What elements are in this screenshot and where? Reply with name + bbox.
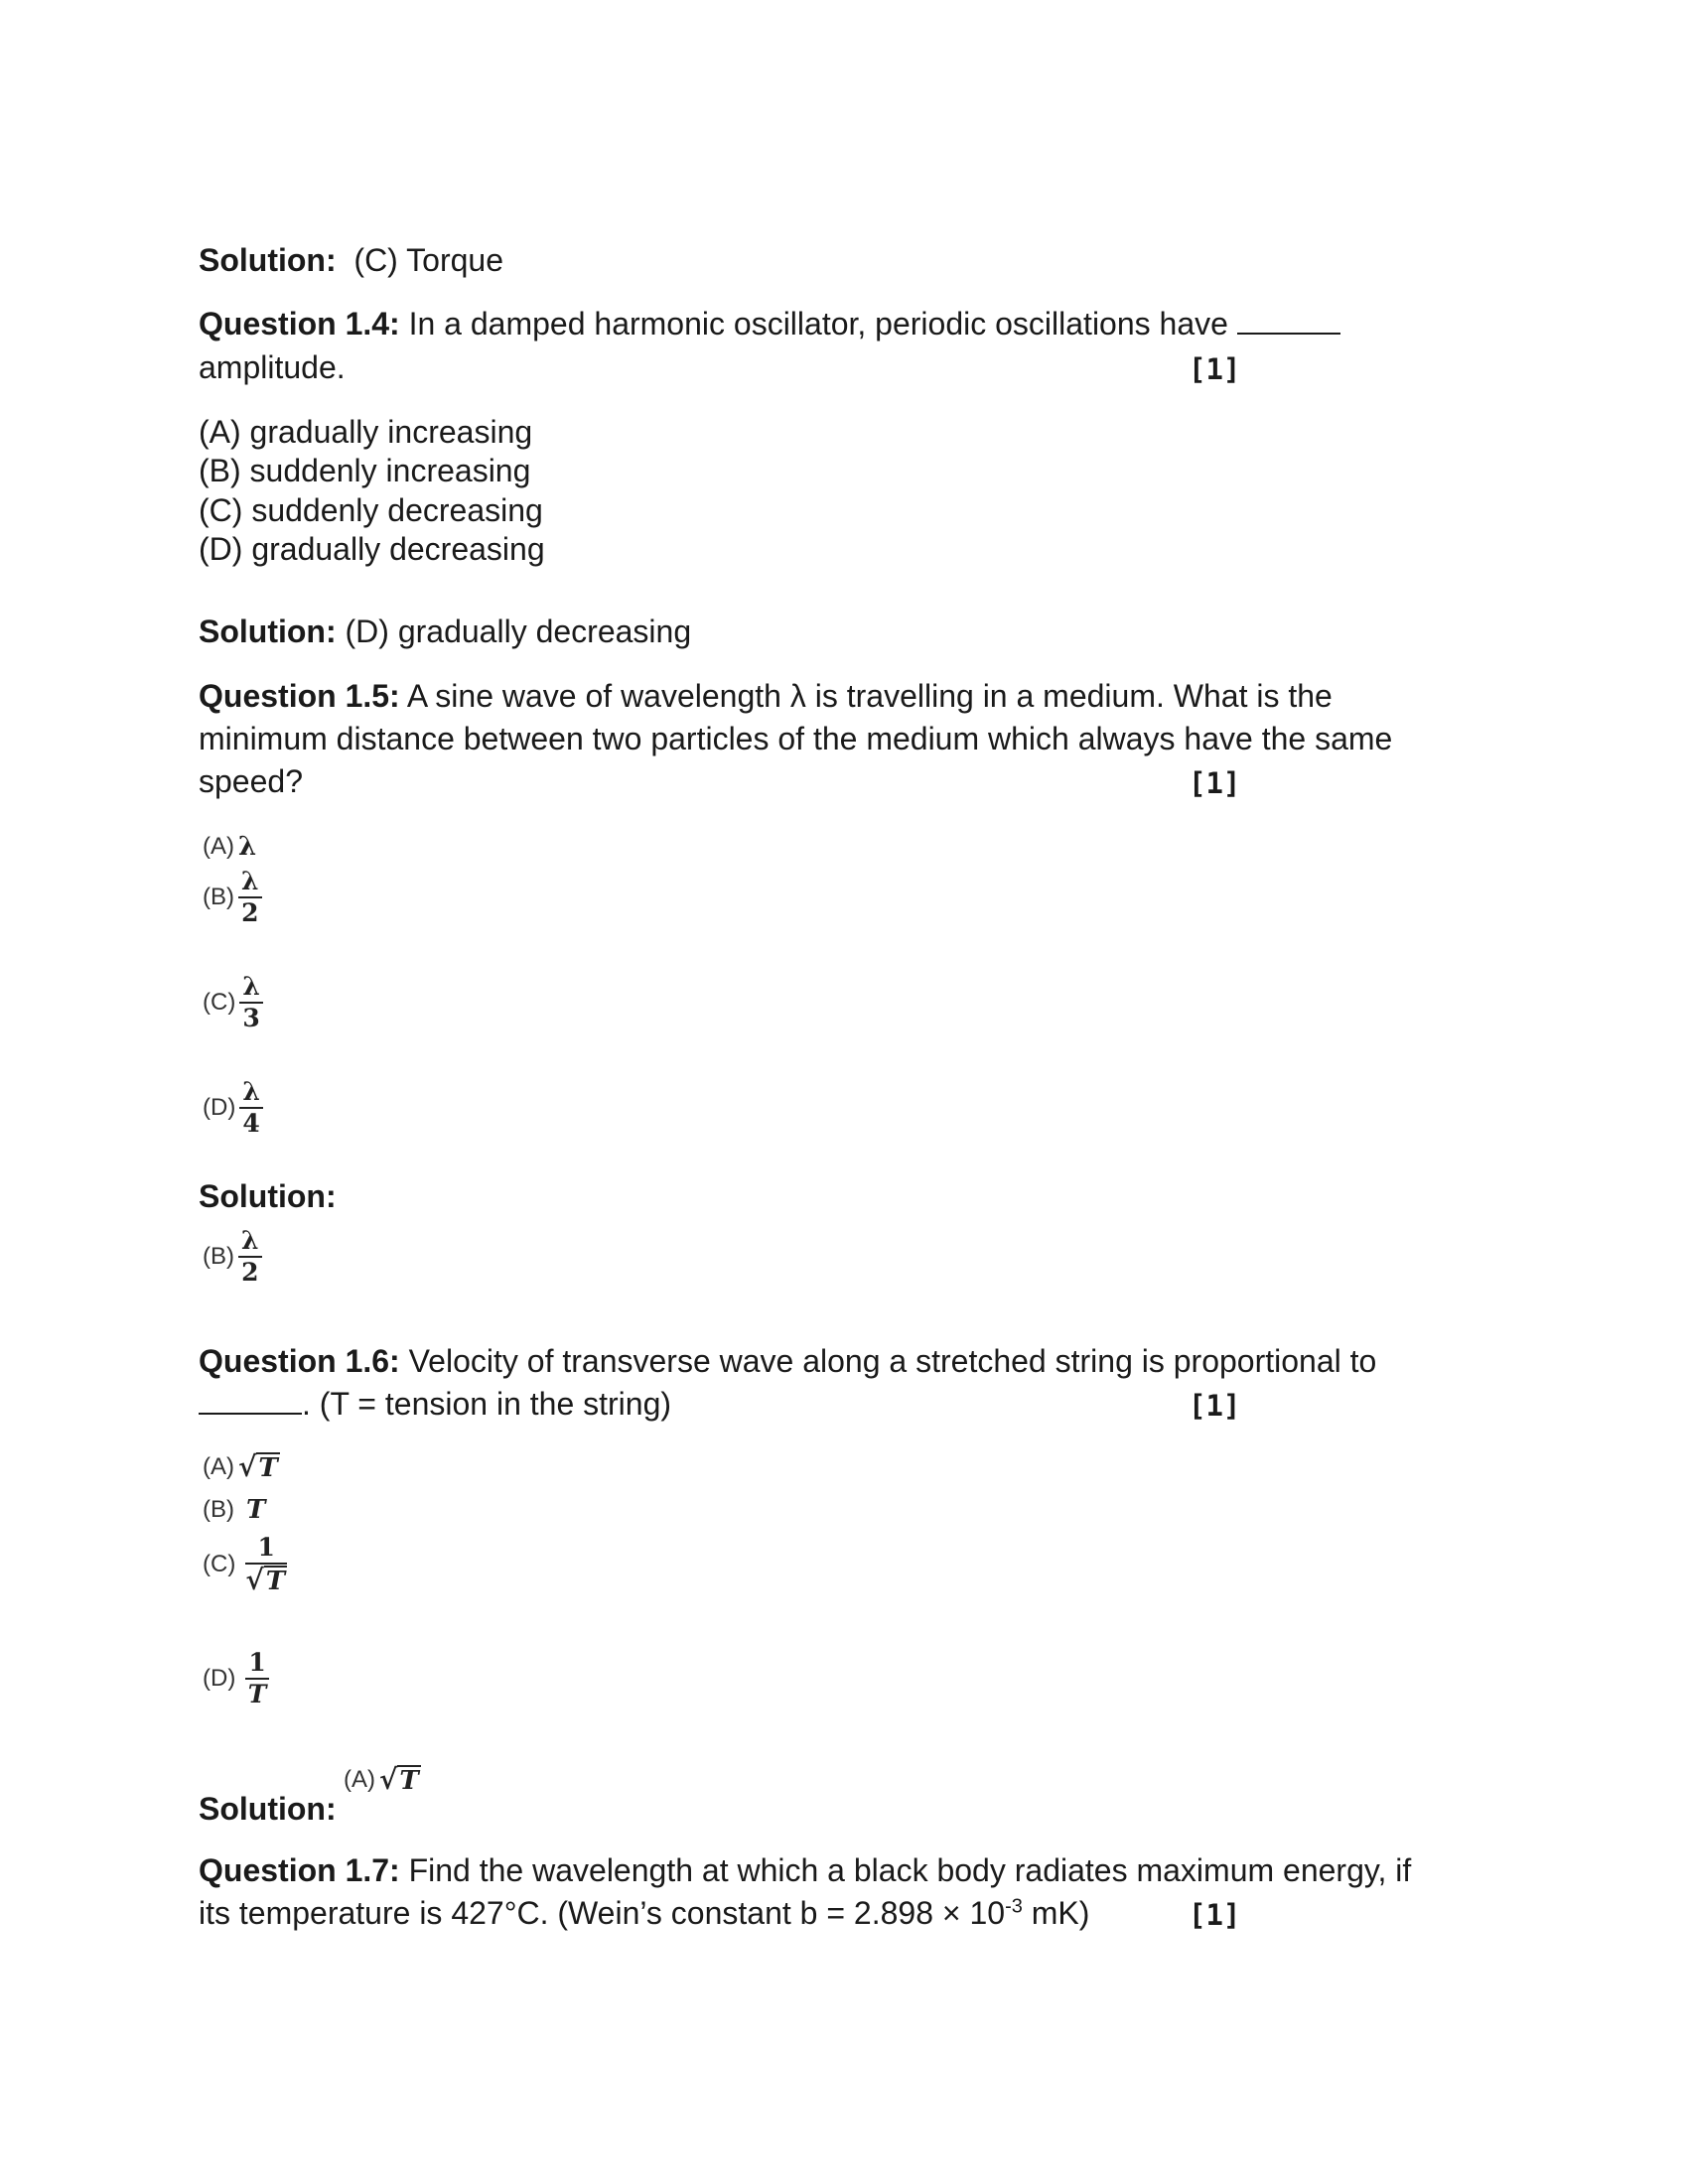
question-text: A sine wave of wavelength λ is travelling in a medium. What is the [406,678,1333,714]
fraction [238,1227,262,1287]
question-text: its temperature is 427°C. (Wein’s constant b = 2.898 × 10 [199,1895,1006,1931]
numerator: 1 [248,1648,266,1677]
option-a [203,1452,280,1482]
option-b [203,1495,265,1525]
option-d: (D) gradually decreasing [199,531,545,567]
unit-text: mK) [1022,1895,1090,1931]
solution-label: Solution: [199,614,337,649]
option-label: (A) [344,1766,375,1793]
question-1-4-line2: amplitude. [199,349,346,385]
denominator: 4 [242,1109,260,1138]
option-a [203,832,256,862]
question-1-7-line2 [199,1893,1089,1933]
question-1-5-line2: minimum distance between two particles of the medium which always have the same [199,721,1393,756]
question-text: . (T = tension in the string) [302,1386,672,1422]
denominator: 3 [242,1004,260,1032]
question-label: Question 1.6: [199,1343,400,1379]
marks-badge: [1] [1189,1898,1241,1932]
fraction [239,973,263,1032]
solution-1-5-answer [203,1227,262,1287]
option-b [203,868,262,927]
solution-text: (D) gradually decreasing [345,614,692,649]
lambda-symbol: λ [238,832,257,862]
question-text: In a damped harmonic oscillator, periodic oscillations have [408,306,1228,341]
numerator: λ [242,1077,260,1106]
marks-badge: [1] [1189,766,1241,800]
numerator: λ [241,1226,259,1255]
exponent: -3 [1005,1895,1023,1918]
option-label: (D) [203,1094,236,1121]
option-c [203,1534,287,1595]
question-text: Find the wavelength at which a black body radiates maximum energy, if [408,1852,1412,1888]
option-label: (B) [203,1496,234,1523]
question-label: Question 1.5: [199,678,400,714]
option-label: (C) [203,1551,236,1577]
fraction [245,1649,268,1708]
solution-1-5-label: Solution: [199,1178,337,1214]
answer-blank [1237,305,1340,335]
radical-sign: √ [238,1450,257,1483]
question-1-4-line1 [199,304,1340,343]
question-text: Velocity of transverse wave along a stretched string is proportional to [408,1343,1377,1379]
question-1-7-line1 [199,1850,1411,1890]
answer-blank [199,1385,302,1415]
option-label: (A) [203,1453,234,1480]
radicand: T [265,1567,286,1596]
marks-badge: [1] [1189,1389,1241,1423]
solution-1-6-label: Solution: [199,1791,337,1827]
denominator: 2 [241,1258,259,1287]
solution-1-6-answer [344,1765,421,1795]
sqrt-expression [238,1452,280,1482]
option-a: (A) gradually increasing [199,414,533,450]
solution-1-4 [199,612,691,651]
marks-badge: [1] [1189,352,1241,386]
fraction [239,1078,263,1138]
option-c [203,973,263,1032]
solution-text: (C) Torque [353,242,503,278]
sqrt-expression [379,1765,421,1795]
option-label: (C) [203,989,236,1016]
question-1-5-line1 [199,676,1333,716]
option-label: (B) [203,1243,234,1270]
solution-label: Solution: [199,242,337,278]
fraction [245,1534,287,1595]
radical-sign: √ [379,1763,398,1796]
option-label: (D) [203,1665,236,1692]
numerator: 1 [257,1533,275,1562]
option-d [203,1078,263,1138]
numerator: λ [241,867,259,895]
variable-t: T [246,1495,266,1525]
option-d [203,1649,269,1708]
question-1-5-line3: speed? [199,763,303,799]
option-label: (B) [203,884,234,910]
question-label: Question 1.4: [199,306,400,341]
option-label: (A) [203,833,234,860]
option-c: (C) suddenly decreasing [199,492,543,528]
solution-1-3 [199,240,503,280]
numerator: λ [242,972,260,1001]
radicand: T [399,1766,419,1796]
fraction [238,868,262,927]
denominator: T [247,1680,267,1708]
denominator [245,1566,287,1595]
question-label: Question 1.7: [199,1852,400,1888]
option-b: (B) suddenly increasing [199,453,531,488]
question-1-6-line1 [199,1341,1376,1381]
radicand: T [258,1453,278,1483]
question-1-6-line2 [199,1384,671,1424]
radical-sign: √ [245,1564,264,1596]
denominator: 2 [241,898,259,927]
